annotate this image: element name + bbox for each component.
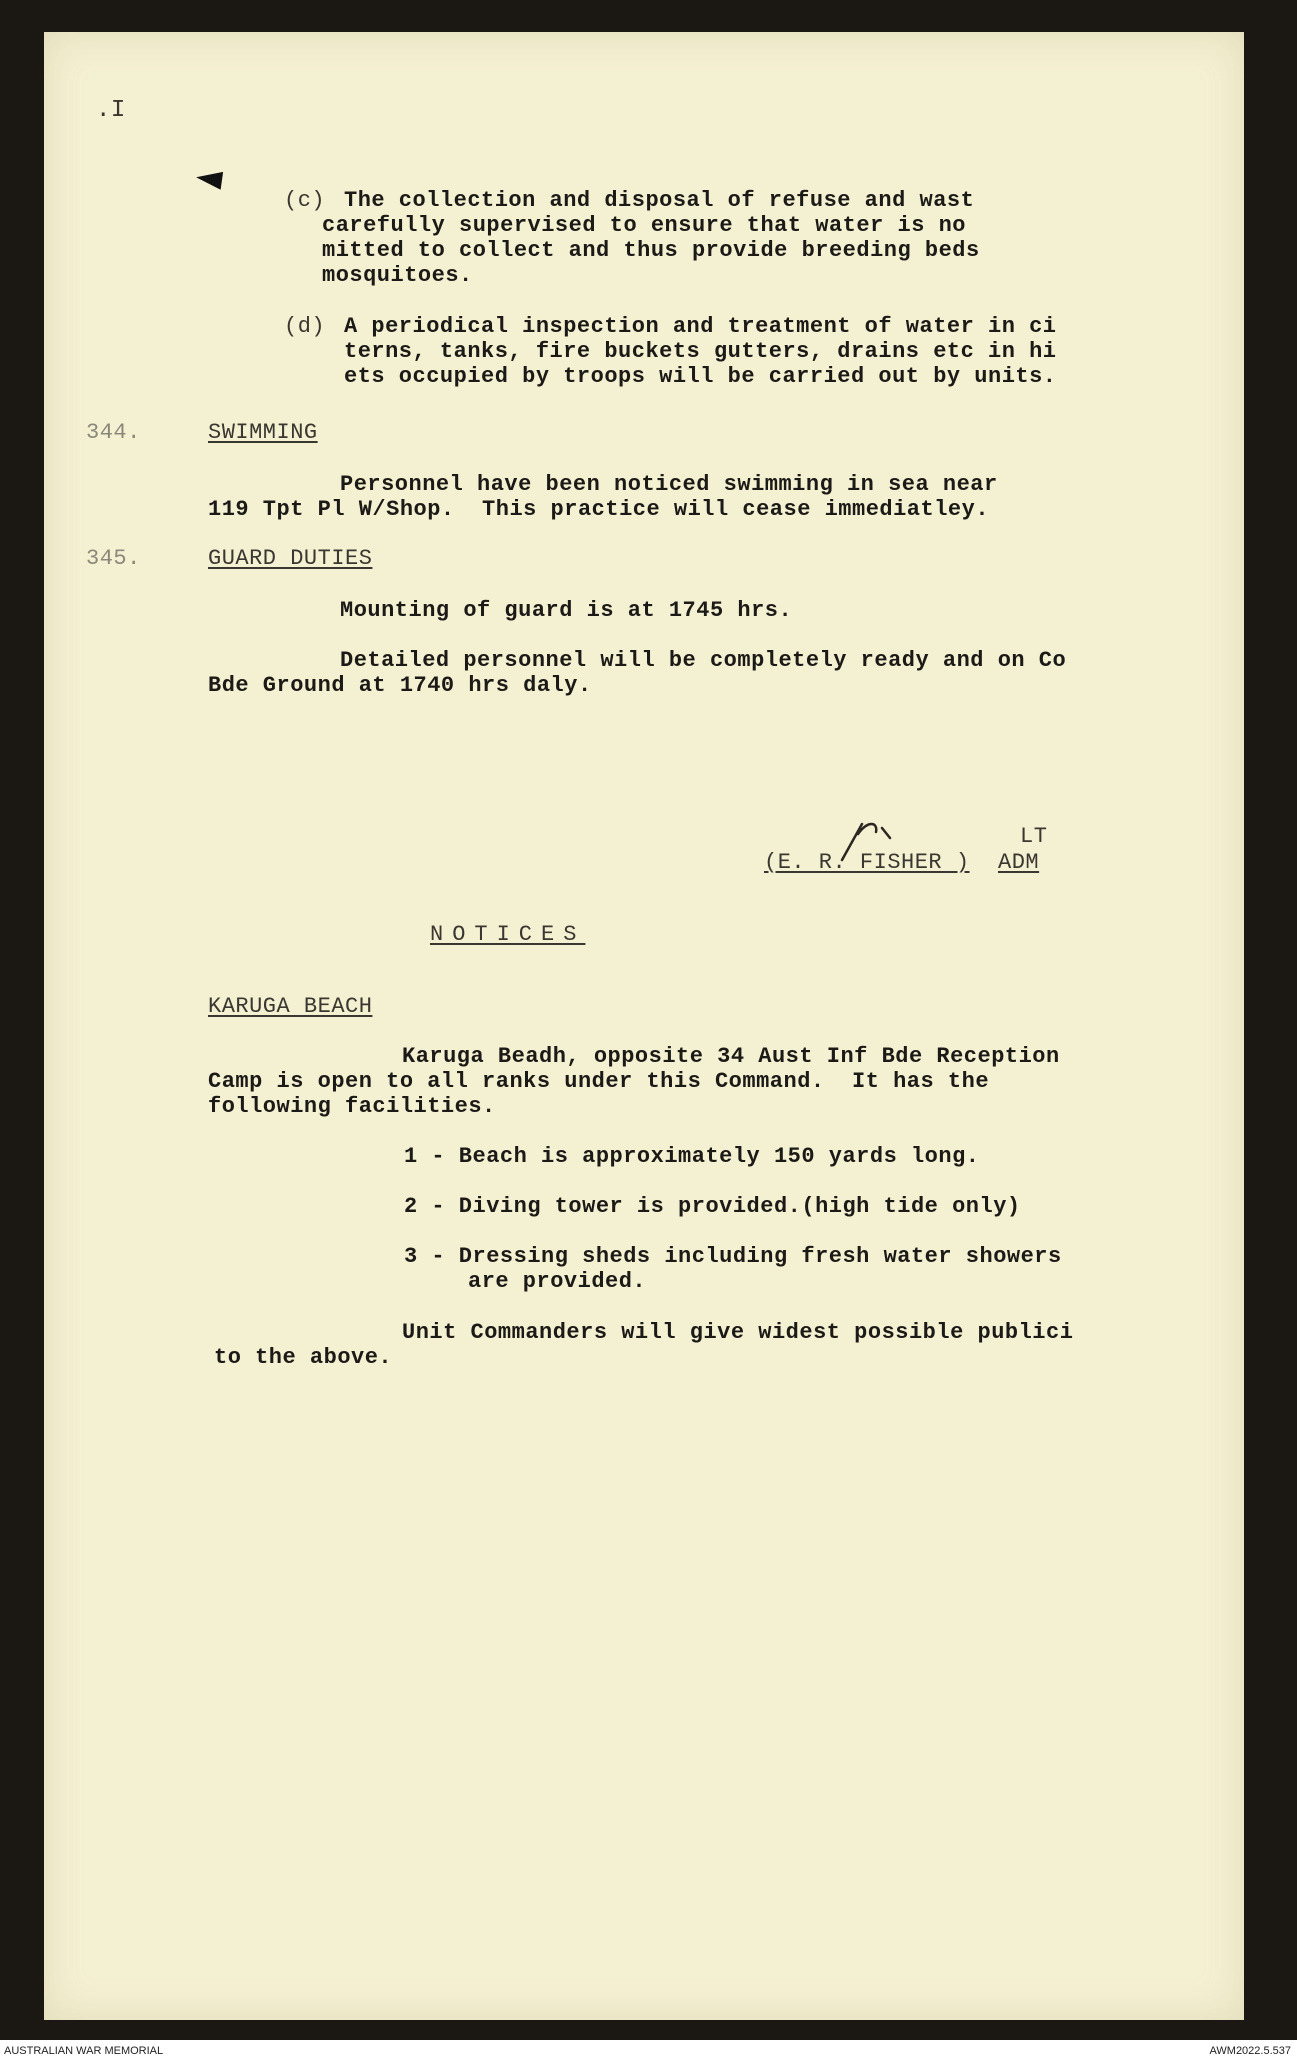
swimming-line1: Personnel have been noticed swimming in sea near [340, 472, 998, 497]
para-c-line3: mitted to collect and thus provide breeding beds [322, 238, 980, 263]
para-d-line2: terns, tanks, fire buckets gutters, drains etc in hi [344, 339, 1057, 364]
swimming-line2: 119 Tpt Pl W/Shop. This practice will cease immediatley. [208, 497, 990, 522]
footer-bar [0, 2040, 1297, 2061]
para-c-line4: mosquitoes. [322, 263, 473, 288]
notices-intro-line1: Karuga Beadh, opposite 34 Aust Inf Bde Reception [402, 1044, 1060, 1069]
swimming-heading: SWIMMING [208, 420, 318, 445]
guard-duties-para1: Mounting of guard is at 1745 hrs. [340, 598, 793, 623]
closing-line2: to the above. [214, 1345, 393, 1370]
item-344-number: 344. [86, 420, 141, 445]
arrow-mark-icon [195, 168, 223, 189]
para-d-line3: ets occupied by troops will be carried out by units. [344, 364, 1057, 389]
notices-intro-line3: following facilities. [208, 1094, 496, 1119]
notices-intro-line2: Camp is open to all ranks under this Command. It has the [208, 1069, 990, 1094]
item-345-number: 345. [86, 546, 141, 571]
notices-heading: NOTICES [430, 922, 586, 947]
facility-item-3: 3 - Dressing sheds including fresh water showers [404, 1244, 1062, 1269]
closing-line1: Unit Commanders will give widest possible publici [402, 1320, 1074, 1345]
signature-title: ADM [998, 850, 1040, 875]
para-c-line2: carefully supervised to ensure that water is no [322, 213, 967, 238]
footer-left-text: AUSTRALIAN WAR MEMORIAL [4, 2045, 164, 2057]
para-c-label: (c) [284, 188, 326, 213]
facility-item-1: 1 - Beach is approximately 150 yards long. [404, 1144, 980, 1169]
para-d-line1: A periodical inspection and treatment of water in ci [344, 314, 1057, 339]
facility-item-2: 2 - Diving tower is provided.(high tide only) [404, 1194, 1021, 1219]
guard-duties-para2-line1: Detailed personnel will be completely ready and on Co [340, 648, 1067, 673]
karuga-beach-heading: KARUGA BEACH [208, 994, 373, 1019]
footer-right-text: AWM2022.5.537 [1209, 2045, 1291, 2057]
para-d-label: (d) [284, 314, 326, 339]
facility-item-3-cont: are provided. [468, 1269, 647, 1294]
signature-name: (E. R. FISHER ) [764, 850, 970, 875]
signature-rank: LT [1020, 824, 1048, 849]
guard-duties-para2-line2: Bde Ground at 1740 hrs daly. [208, 673, 592, 698]
para-c-line1: The collection and disposal of refuse and wast [344, 188, 975, 213]
document-page [44, 32, 1244, 2020]
guard-duties-heading: GUARD DUTIES [208, 546, 373, 571]
page-marker: .I [96, 97, 126, 124]
